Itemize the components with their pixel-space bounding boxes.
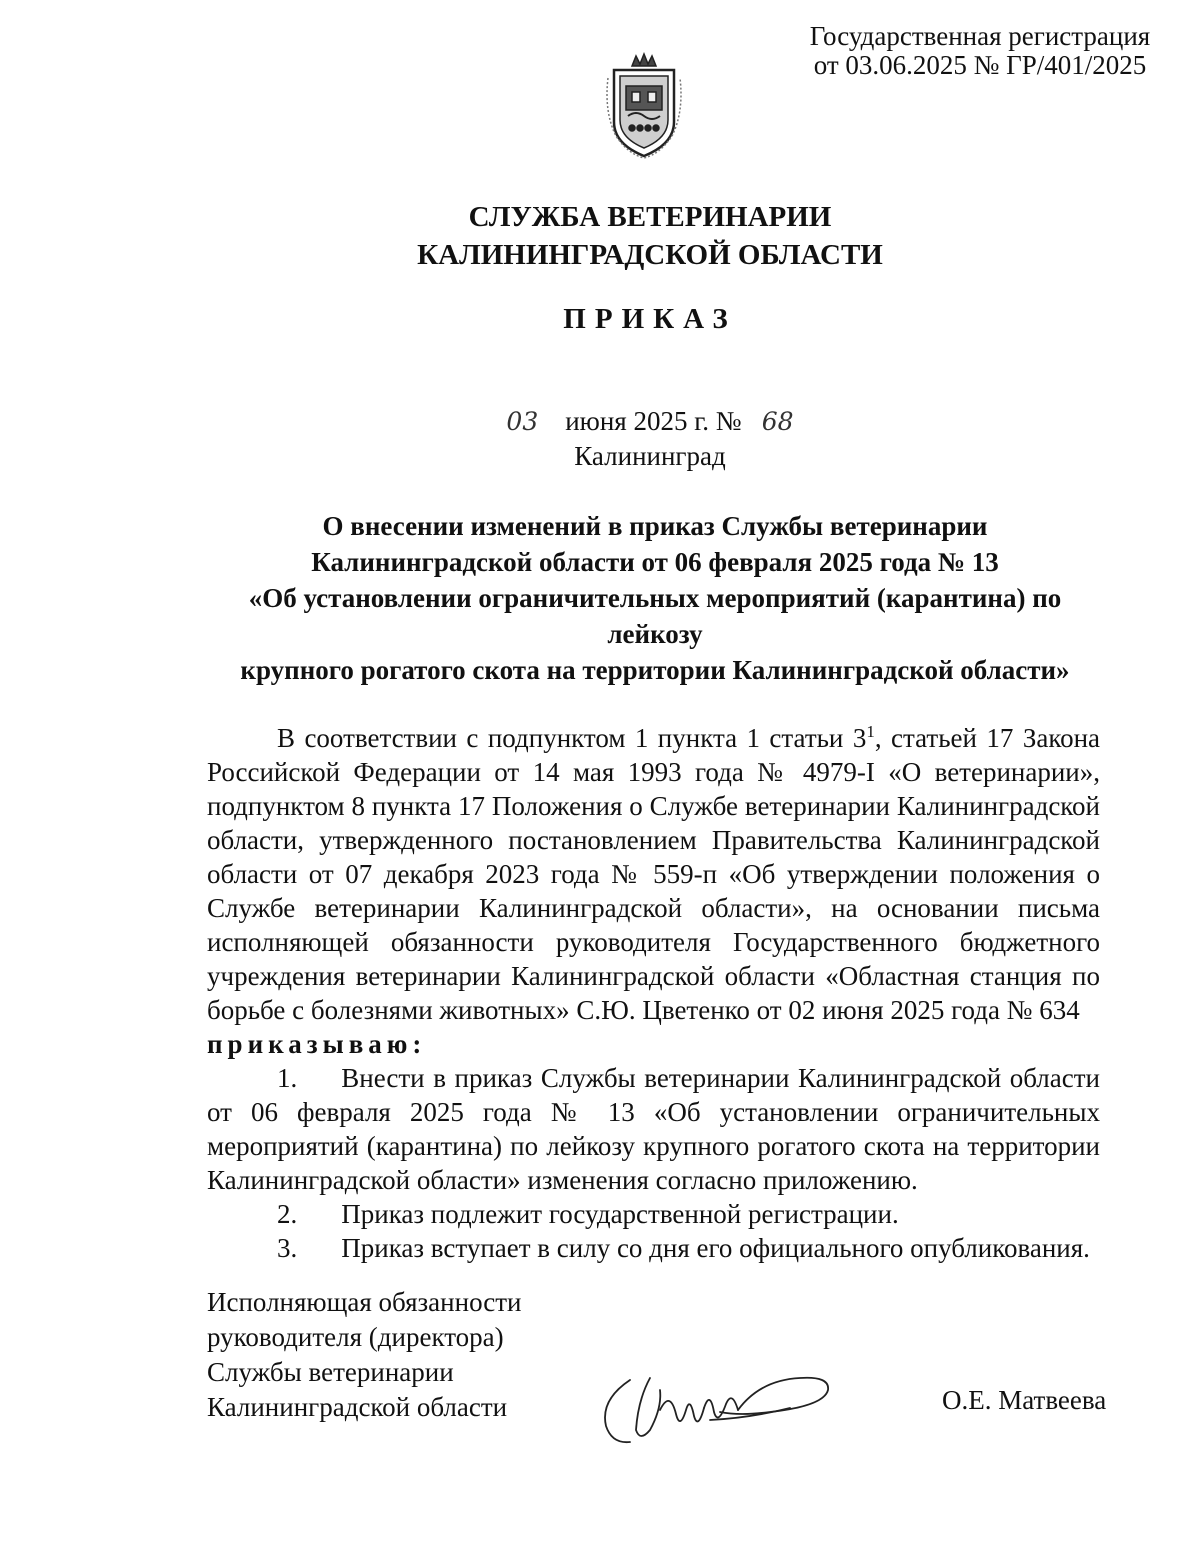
preamble-rest: , статьей 17 Закона Российской Федерации от 14 мая 1993 года № 4979-I «О ветеринарии», подпунктом 8 пункта 17 Положения о Службе ветеринарии Калининградской области, утвержденного постановлением Правительства Калининградской области от 07 декабря 2023 года № 559-п «Об утверждении положения о Службе ветеринарии Калининградской области», на основании письма исполняющей обязанности руководителя Государственного бюджетного учреждения ветеринарии Калининградской области «Областная станция по борьбе с болезнями животных» С.Ю. Цветенко от 02 июня 2025 года № 634 <box>207 723 1101 1025</box>
item-text: Приказ вступает в силу со дня его официального опубликования. <box>341 1233 1090 1263</box>
organization-name <box>0 198 1200 274</box>
organization-line-2: КАЛИНИНГРАДСКОЙ ОБЛАСТИ <box>417 239 883 271</box>
list-item <box>207 1061 1100 1197</box>
signatory-line-4: Калининградской области <box>207 1392 508 1422</box>
coat-of-arms-icon <box>602 52 686 160</box>
city: Калининград <box>574 441 726 471</box>
order-word: приказываю: <box>207 1029 427 1059</box>
preamble-superscript: 1 <box>866 722 875 741</box>
subject-line-1: О внесении изменений в приказ Службы ветеринарии <box>322 511 988 541</box>
signatory-line-1: Исполняющая обязанности <box>207 1287 522 1317</box>
registration-line-2: от 03.06.2025 № ГР/401/2025 <box>813 50 1147 80</box>
order-body <box>207 715 1100 1265</box>
signatory-title <box>207 1285 521 1425</box>
item-text: Приказ подлежит государственной регистрации. <box>341 1199 899 1229</box>
document-type: ПРИКАЗ <box>563 303 737 335</box>
handwritten-signature-icon <box>590 1360 840 1450</box>
subject-line-3: «Об установлении ограничительных мероприятий (карантина) по лейкозу <box>248 583 1062 649</box>
registration-note <box>790 22 1170 80</box>
registration-line-1: Государственная регистрация <box>809 21 1151 51</box>
subject-line-2: Калининградской области от 06 февраля 2025 года № 13 <box>311 547 999 577</box>
item-number: 1. <box>277 1063 298 1093</box>
list-item <box>207 1197 1100 1231</box>
signatory-line-2: руководителя (директора) <box>207 1322 504 1352</box>
date-month-year: июня 2025 г. № <box>565 406 742 436</box>
order-date-line <box>0 406 1200 437</box>
date-day-handwritten: 03 <box>506 407 539 436</box>
item-number: 2. <box>277 1199 298 1229</box>
organization-line-1: СЛУЖБА ВЕТЕРИНАРИИ <box>468 201 832 233</box>
item-text: Внести в приказ Службы ветеринарии Калининградской области от 06 февраля 2025 года № 13 «Об установлении ограничительных мероприятий (карантина) по лейкозу крупного рогатого скота на территории Калининградской области» изменения согласно приложению. <box>207 1063 1100 1195</box>
order-subject <box>205 508 1105 688</box>
item-number: 3. <box>277 1233 298 1263</box>
signatory-line-3: Службы ветеринарии <box>207 1357 454 1387</box>
signatory-name: О.Е. Матвеева <box>942 1385 1107 1415</box>
preamble-start: В соответствии с подпунктом 1 пункта 1 статьи 3 <box>277 723 867 753</box>
list-item <box>207 1231 1100 1265</box>
subject-line-4: крупного рогатого скота на территории Калининградской области» <box>240 655 1070 685</box>
preamble <box>207 715 1100 1027</box>
order-number-handwritten: 68 <box>761 407 794 436</box>
